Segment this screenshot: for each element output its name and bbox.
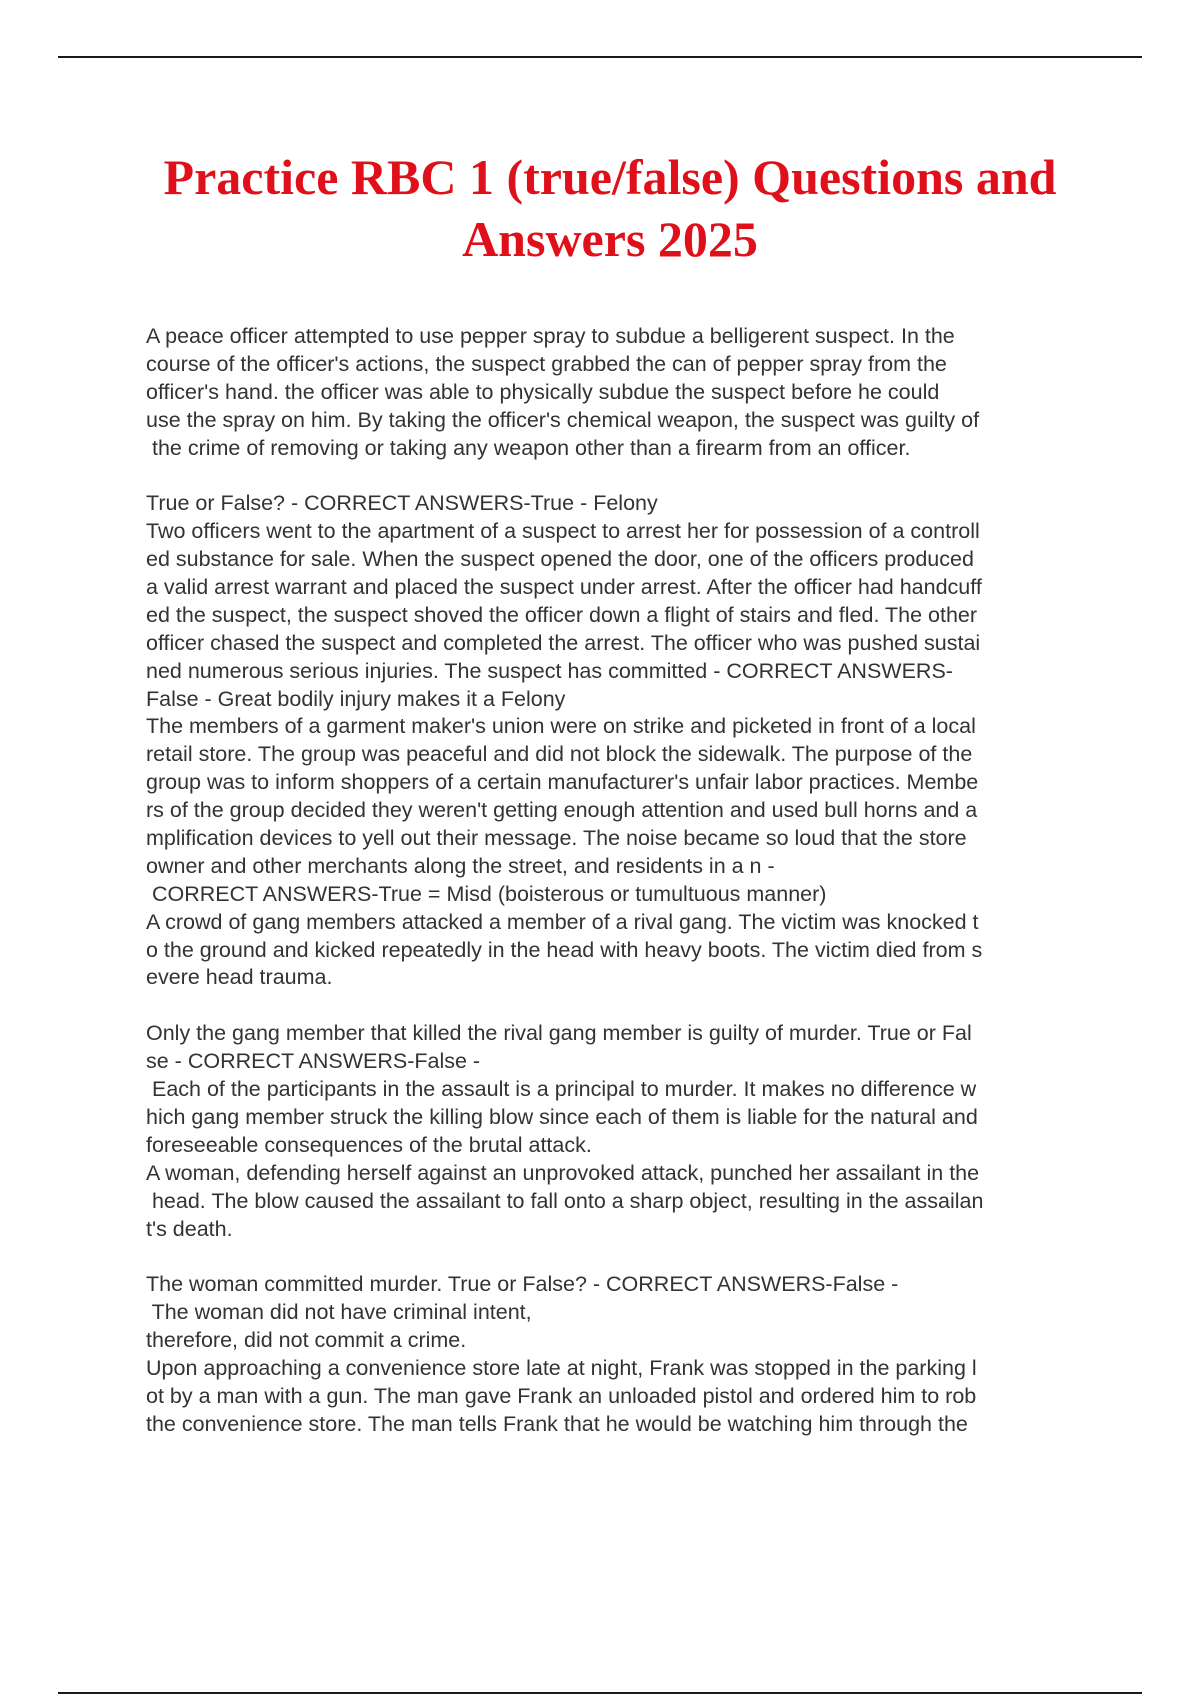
document-body	[146, 323, 1096, 1439]
body-text-line: rs of the group decided they weren't getting enough attention and used bull horns and a	[146, 798, 978, 823]
body-text-line: The members of a garment maker's union were on strike and picketed in front of a local	[146, 714, 976, 739]
footer-rule	[58, 1692, 1142, 1694]
body-text-line: ed substance for sale. When the suspect opened the door, one of the officers produced	[146, 547, 974, 572]
body-text-line: o the ground and kicked repeatedly in the head with heavy boots. The victim died from s	[146, 937, 983, 962]
body-text-line: owner and other merchants along the street, and residents in a n -	[146, 853, 775, 878]
body-text-line: course of the officer's actions, the suspect grabbed the can of pepper spray from the	[146, 351, 947, 376]
body-text-line: therefore, did not commit a crime.	[146, 1328, 467, 1353]
body-text-line: foreseeable consequences of the brutal attack.	[146, 1132, 592, 1157]
body-text-line: A crowd of gang members attacked a member of a rival gang. The victim was knocked t	[146, 909, 979, 934]
blank-line	[146, 1243, 1096, 1271]
body-text-line: group was to inform shoppers of a certain manufacturer's unfair labor practices. Membe	[146, 770, 979, 795]
body-text-line: use the spray on him. By taking the officer's chemical weapon, the suspect was guilty of	[146, 407, 980, 432]
body-text-line: Each of the participants in the assault is a principal to murder. It makes no difference w	[146, 1077, 977, 1102]
document-title-line-2: Answers 2025	[462, 211, 758, 267]
body-text-line: officer chased the suspect and completed the arrest. The officer who was pushed sustai	[146, 630, 981, 655]
body-text-line: ed the suspect, the suspect shoved the officer down a flight of stairs and fled. The other	[146, 602, 978, 627]
body-text-line: The woman committed murder. True or False? - CORRECT ANSWERS-False -	[146, 1272, 899, 1297]
body-text-line: True or False? - CORRECT ANSWERS-True - Felony	[146, 491, 658, 516]
body-text-line: ot by a man with a gun. The man gave Frank an unloaded pistol and ordered him to rob	[146, 1383, 977, 1408]
body-text-line: A peace officer attempted to use pepper spray to subdue a belligerent suspect. In the	[146, 324, 955, 348]
body-text-line: False - Great bodily injury makes it a Felony	[146, 686, 566, 711]
body-text-line: evere head trauma.	[146, 965, 333, 990]
body-text-line: the crime of removing or taking any weapon other than a firearm from an officer.	[146, 435, 911, 460]
blank-line	[146, 992, 1096, 1020]
body-text-line: Two officers went to the apartment of a suspect to arrest her for possession of a controll	[146, 519, 980, 544]
body-text-line: hich gang member struck the killing blow since each of them is liable for the natural and	[146, 1104, 978, 1129]
body-text-line: head. The blow caused the assailant to fall onto a sharp object, resulting in the assailan	[146, 1188, 984, 1213]
body-text-line: Upon approaching a convenience store late at night, Frank was stopped in the parking l	[146, 1355, 977, 1380]
body-text-line: se - CORRECT ANSWERS-False -	[146, 1049, 481, 1074]
body-text-line: CORRECT ANSWERS-True = Misd (boisterous or tumultuous manner)	[146, 881, 827, 906]
document-title-line-1: Practice RBC 1 (true/false) Questions and	[163, 149, 1057, 205]
body-text-line: mplification devices to yell out their message. The noise became so loud that the store	[146, 826, 967, 851]
body-text-line: A woman, defending herself against an unprovoked attack, punched her assailant in the	[146, 1160, 980, 1185]
body-text-line: Only the gang member that killed the rival gang member is guilty of murder. True or Fal	[146, 1021, 972, 1046]
body-text-line: the convenience store. The man tells Frank that he would be watching him through the	[146, 1411, 968, 1436]
body-text-line: officer's hand. the officer was able to physically subdue the suspect before he could	[146, 379, 940, 404]
document-title	[110, 146, 1110, 270]
body-text-line: ned numerous serious injuries. The suspect has committed - CORRECT ANSWERS-	[146, 658, 953, 683]
body-text-line: t's death.	[146, 1216, 233, 1241]
blank-line	[146, 462, 1096, 490]
body-text-line: retail store. The group was peaceful and did not block the sidewalk. The purpose of the	[146, 742, 973, 767]
body-text-line: a valid arrest warrant and placed the suspect under arrest. After the officer had handcuff	[146, 575, 982, 600]
body-text-line: The woman did not have criminal intent,	[146, 1300, 532, 1325]
header-rule	[58, 56, 1142, 58]
